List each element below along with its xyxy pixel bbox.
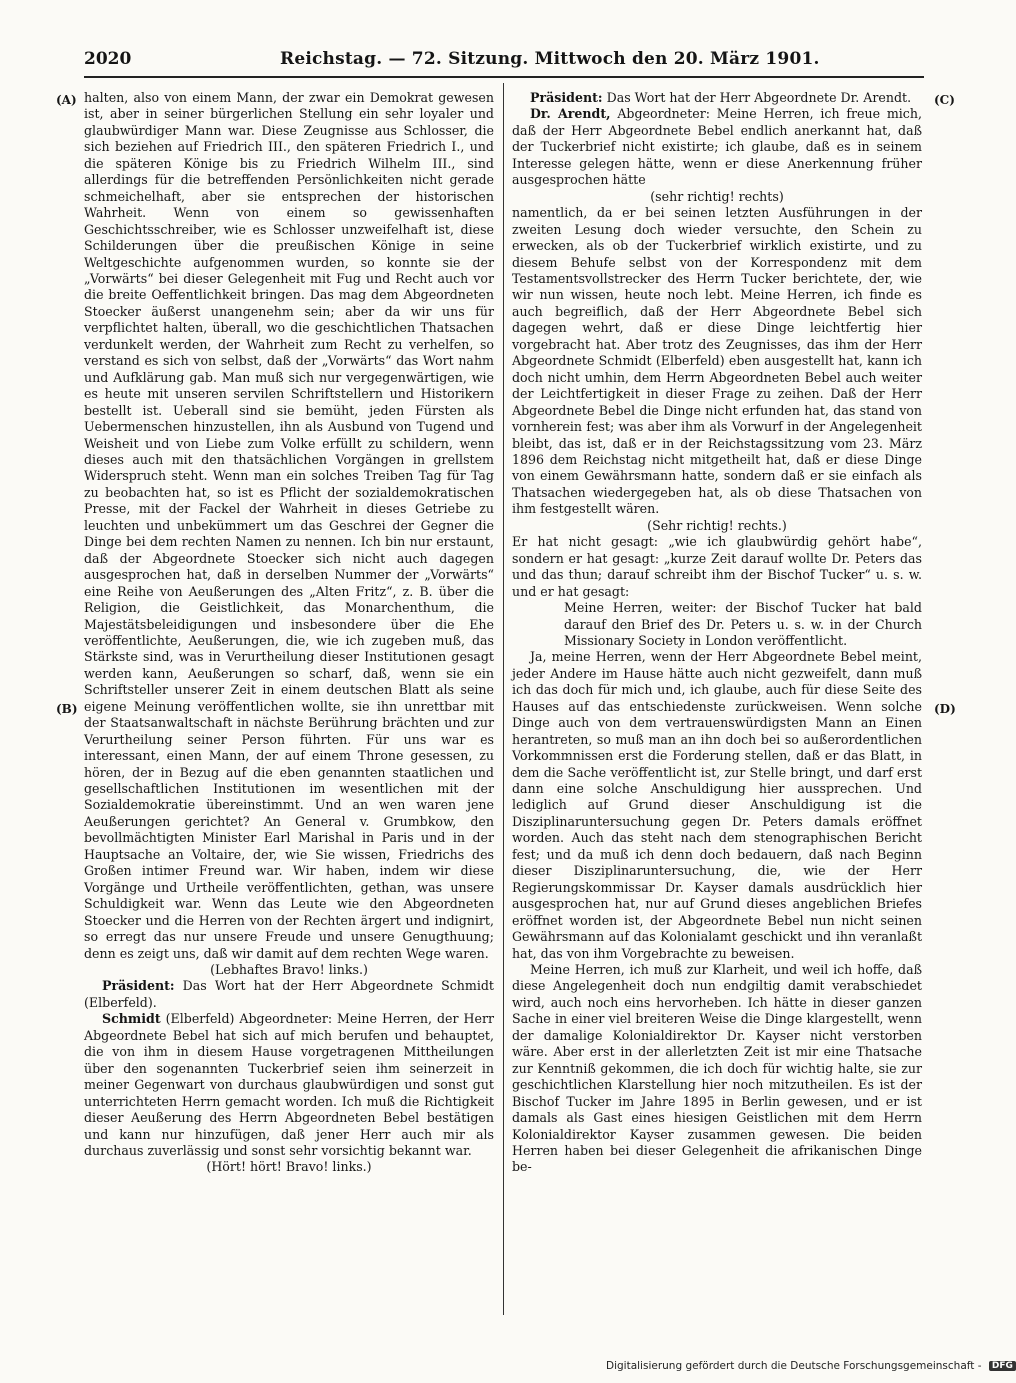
footer-text: Digitalisierung gefördert durch die Deutsche Forschungsgemeinschaft - bbox=[606, 1360, 982, 1372]
paragraph: Ja, meine Herren, wenn der Herr Abgeordnete Bebel meint, jeder Andere im Hause hätte auch nicht gezweifelt, dann muß ich das doch für mich und, ich glaube, auch für diese Seite des Hauses auf das entschiedenste zurückweisen. Wenn solche Dinge auch von dem vertrauenswürdigsten Mann an Einen herantreten, so muß man an ihn doch bei so außerordentlichen Vorkommnissen erst die Forderung stellen, daß er das Blatt, in dem die Sache veröffentlicht ist, zur Stelle bringt, und darf erst dann eine solche Anschuldigung hier aussprechen. Und lediglich auf Grund dieser Anschuldigung ist die Disziplinaruntersuchung gegen Dr. Peters damals eröffnet worden. Auch das steht nach dem stenographischen Bericht fest; und da muß ich denn doch bedauern, daß nach Beginn dieser Disziplinaruntersuchung, die, wie der Herr Regierungskommissar Dr. Kayser damals ausdrücklich hier ausgesprochen hat, nur auf Grund dieses angeblichen Briefes eröffnet worden ist, der Abgeordnete Bebel nun nicht seinen Gewährsmann auf das Kolonialamt geschickt und ihn veranlaßt hat, das von ihm Vorgebrachte zu beweisen. bbox=[512, 649, 922, 961]
margin-mark-d: (D) bbox=[934, 702, 956, 716]
paragraph: namentlich, da er bei seinen letzten Ausführungen in der zweiten Lesung doch wieder versuchte, den Schein zu erwecken, als ob der Tuckerbrief wirklich existirte, und zu diesem Behufe selbst von der Korrespondenz mit dem Testamentsvollstrecker des Herrn Tucker berichtete, der, wie wir nun wissen, heute noch lebt. Meine Herren, ich finde es auch begreiflich, daß der Herr Abgeordnete Bebel sich dagegen wehrt, daß er diese Dinge leichtfertig hier vorgebracht hat. Aber trotz des Zeugnisses, das ihm der Herr Abgeordnete Schmidt (Elberfeld) eben ausgestellt hat, kann ich doch nicht umhin, dem Herrn Abgeordneten Bebel auch weiter der Leichtfertigkeit in dieser Frage zu zeihen. Daß der Herr Abgeordnete Bebel die Dinge nicht erfunden hat, das stand von vornherein fest; was aber ihm als Vorwurf in der Angelegenheit bleibt, das ist, daß er in der Reichstagssitzung vom 23. März 1896 dem Reichstag nicht mitgetheilt hat, daß er diese Dinge von einem Gewährsmann hatte, sondern daß er sie einfach als Thatsachen wiedergegeben hat, als ob diese Thatsachen von ihm festgestellt wären. bbox=[512, 205, 922, 517]
header-rule bbox=[84, 76, 924, 78]
speech-schmidt bbox=[84, 1011, 494, 1159]
speaker-label: Schmidt bbox=[102, 1011, 161, 1027]
speaker-label: Dr. Arendt, bbox=[530, 106, 611, 122]
speech-arendt bbox=[512, 106, 922, 188]
margin-mark-c: (C) bbox=[934, 93, 955, 107]
speaker-label: Präsident: bbox=[102, 978, 175, 994]
block-quote: Meine Herren, weiter: der Bischof Tucker hat bald darauf den Brief des Dr. Peters u. s. w. in der Church Missionary Society in London veröffentlicht. bbox=[564, 600, 922, 648]
page-number: 2020 bbox=[84, 49, 132, 69]
president-remark bbox=[512, 90, 922, 106]
president-remark bbox=[84, 978, 494, 1011]
stage-direction: (Hört! hört! Bravo! links.) bbox=[206, 1159, 372, 1175]
speech-text: (Elberfeld) Abgeordneter: Meine Herren, der Herr Abgeordnete Bebel hat sich auf mich berufen und behauptet, die von ihm in diesem Hause vorgetragenen Mittheilungen über den sogenannten Tuckerbrief seien ihm seinerzeit in meiner Gegenwart von durchaus glaubwürdigen und sonst gut unterrichteten Herrn gemacht worden. Ich muß die Richtigkeit dieser Aeußerung des Herrn Abgeordneten Bebel bestätigen und kann nur hinzufügen, daß jener Herr auch mir als durchaus zuverlässig und sonst sehr vorsichtig bekannt war. bbox=[84, 1011, 494, 1158]
paragraph: halten, also von einem Mann, der zwar ein Demokrat gewesen ist, aber in seiner bürgerlichen Stellung ein sehr loyaler und glaubwürdiger Mann war. Diese Zeugnisse aus Schlosser, die sich beziehen auf Friedrich III., den späteren Friedrich I., und die späteren Könige bis zu Friedrich Wilhelm III., sind allerdings für die betreffenden Persönlichkeiten nicht gerade schmeichelhaft, aber sie entsprechen der historischen Wahrheit. Wenn von einem so gewissenhaften Geschichtsschreiber, wie es Schlosser unzweifelhaft ist, diese Schilderungen über die preußischen Könige in seine Weltgeschichte aufgenommen wurden, so konnte sie der „Vorwärts“ bei dieser Gelegenheit mit Fug und Recht auch vor die breite Oeffentlichkeit bringen. Das mag dem Abgeordneten Stoecker äußerst unangenehm sein; aber da wir uns für verpflichtet halten, überall, wo die geschichtlichen Thatsachen verdunkelt werden, der Wahrheit zum Recht zu verhelfen, so verstand es sich von selbst, daß der „Vorwärts“ das Wort nahm und Aufklärung gab. Man muß sich nur vergegenwärtigen, wie es heute mit unseren servilen Schriftstellern und Historikern bestellt ist. Ueberall sind sie bemüht, jeden Fürsten als Uebermenschen hinzustellen, ihn als Ausbund von Tugend und Weisheit und von Liebe zum Volke erfüllt zu schildern, wenn dieses auch mit den thatsächlichen Vorgängen in grellstem Widerspruch steht. Wenn man ein solches Treiben Tag für Tag zu beobachten hat, so ist es Pflicht der sozialdemokratischen Presse, mit der Fackel der Wahrheit in dieses Getriebe zu leuchten und unbekümmert um das Geschrei der Gegner die Dinge bei dem rechten Namen zu nennen. Ich bin nur erstaunt, daß der Abgeordnete Stoecker sich nicht auch dagegen ausgesprochen hat, daß in derselben Nummer der „Vorwärts“ eine Reihe von Aeußerungen des „Alten Fritz“, z. B. über die Religion, die Geistlichkeit, das Monarchenthum, die Majestätsbeleidigungen und insbesondere über die Ehe veröffentlichte, Aeußerungen, die, wie ich zugeben muß, das Stärkste sind, was in Verurtheilung dieser Institutionen gesagt werden kann, Aeußerungen so scharf, daß, wenn sie ein Schriftsteller unserer Zeit in einem deutschen Blatt als seine eigene Meinung veröffentlichen wollte, sie ihn unrettbar mit der Staatsanwaltschaft in nächste Berührung brächten und zur Verurtheilung seiner Person führten. Für uns war es interessant, einen Mann, der auf einem Throne gesessen, zu hören, der in Bezug auf die eben genannten staatlichen und gesellschaftlichen Institutionen im wesentlichen mit der Sozialdemokratie übereinstimmt. Und an wen waren jene Aeußerungen gerichtet? An General v. Grumbkow, den bevollmächtigten Minister Earl Marishal in Paris und in der Hauptsache an Voltaire, der, wie Sie wissen, Friedrichs des Großen intimer Freund war. Wir haben, indem wir diese Vorgänge und Urtheile veröffentlichten, gethan, was unsere Schuldigkeit war. Wenn das Leute wie den Abgeordneten Stoecker und die Herren von der Rechten ärgert und indignirt, so erregt das nur unsere Freude und unsere Genugthuung; denn es zeigt uns, daß wir damit auf dem rechten Wege waren. bbox=[84, 90, 494, 961]
stage-direction: (sehr richtig! rechts) bbox=[650, 188, 784, 204]
dfg-logo: DFG bbox=[989, 1361, 1016, 1371]
stage-direction: (Sehr richtig! rechts.) bbox=[647, 517, 787, 533]
column-divider bbox=[503, 83, 504, 1315]
paragraph: Er hat nicht gesagt: „wie ich glaubwürdig gehört habe“, sondern er hat gesagt: „kurze Zeit darauf wollte Dr. Peters das und das thun; darauf schreibt ihm der Bischof Tucker“ u. s. w. und er hat gesagt: bbox=[512, 534, 922, 599]
remark-text: Das Wort hat der Herr Abgeordnete Schmidt (Elberfeld). bbox=[84, 978, 494, 1010]
speech-text: Abgeordneter: Meine Herren, ich freue mich, daß der Herr Abgeordnete Bebel endlich anerkannt hat, daß der Tuckerbrief nicht existirte; ich glaube, daß es in seinem Interesse gelegen hätte, wenn er diese Anerkennung früher ausgesprochen hätte bbox=[512, 106, 922, 188]
left-column bbox=[84, 90, 494, 1312]
remark-text: Das Wort hat der Herr Abgeordnete Dr. Arendt. bbox=[602, 90, 912, 105]
page-header bbox=[84, 46, 820, 72]
paragraph: Meine Herren, ich muß zur Klarheit, und weil ich hoffe, daß diese Angelegenheit doch nun endgiltig damit verabschiedet wird, auch noch eins hervorheben. Ich hätte in dieser ganzen Sache in einer viel breiteren Weise die Dinge klargestellt, wenn der damalige Kolonialdirektor Dr. Kayser nicht verstorben wäre. Aber erst in der allerletzten Zeit ist mir eine Thatsache zur Kenntniß gekommen, die ich doch für wichtig halte, sie zur geschichtlichen Klarstellung hier noch mitzutheilen. Es ist der Bischof Tucker im Jahre 1895 in Berlin gewesen, und er ist damals als Gast eines hiesigen Geistlichen mit dem Herrn Kolonialdirektor Kayser zusammen gewesen. Die beiden Herren haben bei dieser Gelegenheit die afrikanischen Dinge be- bbox=[512, 962, 922, 1175]
speaker-label: Präsident: bbox=[530, 90, 603, 105]
running-title: Reichstag. — 72. Sitzung. Mittwoch den 20. März 1901. bbox=[280, 49, 820, 69]
stage-direction: (Lebhaftes Bravo! links.) bbox=[210, 962, 368, 978]
margin-mark-b: (B) bbox=[56, 702, 78, 716]
digitization-footer bbox=[606, 1360, 1016, 1372]
margin-mark-a: (A) bbox=[56, 93, 77, 107]
right-column bbox=[512, 90, 922, 1312]
